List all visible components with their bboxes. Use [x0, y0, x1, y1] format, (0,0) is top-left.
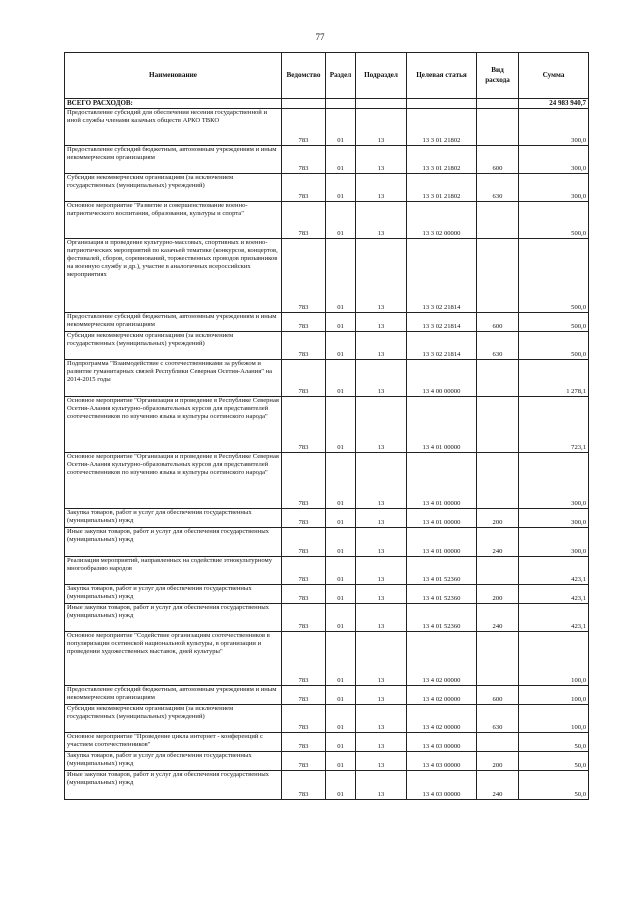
- row-subsection: 13: [356, 557, 407, 585]
- table-row: [65, 239, 589, 313]
- row-name: Подпрограмма "Взаимодействие с соотечественниками за рубежом и развитие гуманитарных связей Республики Северная Осетия-Алания" на 2014-2015 годы: [65, 360, 282, 397]
- row-dept: 783: [282, 733, 326, 752]
- row-target: 13 4 01 00000: [407, 397, 477, 453]
- row-section: 01: [326, 752, 356, 771]
- total-cell: [407, 99, 477, 109]
- table-row: [65, 332, 589, 360]
- row-section: 01: [326, 397, 356, 453]
- total-cell: [477, 99, 519, 109]
- row-sum: 300,0: [519, 453, 589, 509]
- row-kind: 600: [477, 146, 519, 174]
- row-sum: 723,1: [519, 397, 589, 453]
- row-subsection: 13: [356, 239, 407, 313]
- table-row: [65, 453, 589, 509]
- row-target: 13 4 02 00000: [407, 632, 477, 686]
- row-subsection: 13: [356, 585, 407, 604]
- row-section: 01: [326, 109, 356, 146]
- row-sum: 100,0: [519, 686, 589, 705]
- table-row: [65, 360, 589, 397]
- row-target: 13 4 01 52360: [407, 585, 477, 604]
- row-dept: 783: [282, 752, 326, 771]
- row-sum: 500,0: [519, 332, 589, 360]
- row-dept: 783: [282, 604, 326, 632]
- row-sum: 500,0: [519, 202, 589, 239]
- row-target: 13 4 01 52360: [407, 557, 477, 585]
- row-kind: 240: [477, 771, 519, 800]
- row-kind: 630: [477, 705, 519, 733]
- row-sum: 300,0: [519, 509, 589, 528]
- row-target: 13 4 03 00000: [407, 733, 477, 752]
- row-section: 01: [326, 733, 356, 752]
- row-section: 01: [326, 604, 356, 632]
- header-target: Целевая статья: [407, 53, 477, 99]
- row-dept: 783: [282, 313, 326, 332]
- row-section: 01: [326, 585, 356, 604]
- header-section: Раздел: [326, 53, 356, 99]
- row-subsection: 13: [356, 771, 407, 800]
- row-name: Закупка товаров, работ и услуг для обеспечения государственных (муниципальных) нужд: [65, 585, 282, 604]
- row-target: 13 4 02 00000: [407, 686, 477, 705]
- header-dept: Ведомство: [282, 53, 326, 99]
- row-target: 13 3 02 21814: [407, 332, 477, 360]
- row-name: Субсидии некоммерческим организациям (за исключением государственных (муниципальных) учреждений): [65, 174, 282, 202]
- row-target: 13 3 01 21802: [407, 146, 477, 174]
- row-section: 01: [326, 509, 356, 528]
- row-kind: 600: [477, 313, 519, 332]
- row-subsection: 13: [356, 174, 407, 202]
- row-sum: 300,0: [519, 109, 589, 146]
- row-target: 13 3 01 21802: [407, 174, 477, 202]
- table-row: [65, 397, 589, 453]
- row-name: Реализация мероприятий, направленных на содействие этнокультурному многообразию народов: [65, 557, 282, 585]
- row-dept: 783: [282, 109, 326, 146]
- table-row: [65, 604, 589, 632]
- row-name: Иные закупки товаров, работ и услуг для обеспечения государственных (муниципальных) нужд: [65, 771, 282, 800]
- row-dept: 783: [282, 174, 326, 202]
- row-kind: [477, 557, 519, 585]
- row-subsection: 13: [356, 632, 407, 686]
- header-sum: Сумма: [519, 53, 589, 99]
- row-kind: 200: [477, 509, 519, 528]
- total-cell: [282, 99, 326, 109]
- row-name: Предоставление субсидий для обеспечения несения государственной и иной службы членами казачьих обществ АРКО ТВКО: [65, 109, 282, 146]
- row-name: Субсидии некоммерческим организациям (за исключением государственных (муниципальных) учреждений): [65, 705, 282, 733]
- row-name: Закупка товаров, работ и услуг для обеспечения государственных (муниципальных) нужд: [65, 752, 282, 771]
- row-section: 01: [326, 202, 356, 239]
- row-sum: 500,0: [519, 239, 589, 313]
- row-target: 13 4 01 00000: [407, 453, 477, 509]
- row-kind: [477, 397, 519, 453]
- row-dept: 783: [282, 397, 326, 453]
- row-subsection: 13: [356, 733, 407, 752]
- header-subsection: Подраздел: [356, 53, 407, 99]
- row-section: 01: [326, 146, 356, 174]
- row-kind: 630: [477, 174, 519, 202]
- row-dept: 783: [282, 686, 326, 705]
- row-section: 01: [326, 705, 356, 733]
- table-row: [65, 146, 589, 174]
- row-section: 01: [326, 313, 356, 332]
- table-header-row: [65, 53, 589, 99]
- total-label: ВСЕГО РАСХОДОВ:: [65, 99, 282, 109]
- row-kind: [477, 632, 519, 686]
- row-section: 01: [326, 360, 356, 397]
- row-dept: 783: [282, 557, 326, 585]
- row-dept: 783: [282, 202, 326, 239]
- row-name: Основное мероприятие "Проведение цикла интернет - конференций с участием соотечественников": [65, 733, 282, 752]
- budget-table: [64, 52, 589, 800]
- row-subsection: 13: [356, 109, 407, 146]
- row-target: 13 3 02 00000: [407, 202, 477, 239]
- row-dept: 783: [282, 528, 326, 557]
- row-kind: [477, 733, 519, 752]
- row-sum: 50,0: [519, 733, 589, 752]
- row-name: Основное мероприятие "Содействие организациям соотечественников в популяризации осетинской национальной культуры, в организации и проведении художественных выставок, дней культуры": [65, 632, 282, 686]
- row-subsection: 13: [356, 360, 407, 397]
- row-sum: 300,0: [519, 528, 589, 557]
- row-sum: 500,0: [519, 313, 589, 332]
- row-section: 01: [326, 557, 356, 585]
- row-name: Закупка товаров, работ и услуг для обеспечения государственных (муниципальных) нужд: [65, 509, 282, 528]
- table-row: [65, 174, 589, 202]
- row-kind: [477, 360, 519, 397]
- row-kind: [477, 202, 519, 239]
- row-sum: 50,0: [519, 752, 589, 771]
- row-subsection: 13: [356, 686, 407, 705]
- row-target: 13 4 03 00000: [407, 752, 477, 771]
- row-target: 13 4 01 00000: [407, 509, 477, 528]
- row-target: 13 3 01 21802: [407, 109, 477, 146]
- row-target: 13 4 02 00000: [407, 705, 477, 733]
- table-row: [65, 313, 589, 332]
- row-section: 01: [326, 686, 356, 705]
- row-name: Основное мероприятие "Организация и проведение в Республике Северная Осетия-Алания культурно-образовательных курсов для представителей соотечественников по изучению языка и культуры осетинского народа": [65, 397, 282, 453]
- row-dept: 783: [282, 509, 326, 528]
- page-number: 77: [315, 32, 325, 42]
- row-name: Организация и проведение культурно-массовых, спортивных и военно-патриотических мероприятий по казачьей тематике (конкурсов, концертов, фестивалей, сборов, соревнований, торжественных проводов призывников на военную службу и др.), участие в аналогичных всероссийских мероприятиях: [65, 239, 282, 313]
- row-sum: 1 278,1: [519, 360, 589, 397]
- table-row: [65, 752, 589, 771]
- row-name: Предоставление субсидий бюджетным, автономным учреждениям и иным некоммерческим организациям: [65, 313, 282, 332]
- table-row: [65, 632, 589, 686]
- row-kind: [477, 239, 519, 313]
- row-name: Иные закупки товаров, работ и услуг для обеспечения государственных (муниципальных) нужд: [65, 604, 282, 632]
- row-sum: 100,0: [519, 705, 589, 733]
- row-subsection: 13: [356, 509, 407, 528]
- row-subsection: 13: [356, 604, 407, 632]
- row-name: Субсидии некоммерческим организациям (за исключением государственных (муниципальных) учреждений): [65, 332, 282, 360]
- row-section: 01: [326, 332, 356, 360]
- row-kind: 240: [477, 604, 519, 632]
- row-subsection: 13: [356, 752, 407, 771]
- row-section: 01: [326, 239, 356, 313]
- row-sum: 300,0: [519, 146, 589, 174]
- row-section: 01: [326, 174, 356, 202]
- row-section: 01: [326, 632, 356, 686]
- row-dept: 783: [282, 453, 326, 509]
- row-subsection: 13: [356, 705, 407, 733]
- row-target: 13 3 02 21814: [407, 313, 477, 332]
- row-kind: 200: [477, 752, 519, 771]
- row-kind: 630: [477, 332, 519, 360]
- row-name: Предоставление субсидий бюджетным, автономным учреждениям и иным некоммерческим организациям: [65, 146, 282, 174]
- row-target: 13 4 00 00000: [407, 360, 477, 397]
- table-row: [65, 705, 589, 733]
- row-subsection: 13: [356, 146, 407, 174]
- row-dept: 783: [282, 632, 326, 686]
- table-row: [65, 686, 589, 705]
- row-sum: 300,0: [519, 174, 589, 202]
- row-target: 13 3 02 21814: [407, 239, 477, 313]
- row-dept: 783: [282, 705, 326, 733]
- row-sum: 423,1: [519, 604, 589, 632]
- table-row: [65, 528, 589, 557]
- row-subsection: 13: [356, 313, 407, 332]
- row-section: 01: [326, 453, 356, 509]
- row-subsection: 13: [356, 528, 407, 557]
- total-cell: [356, 99, 407, 109]
- table-row: [65, 557, 589, 585]
- row-subsection: 13: [356, 453, 407, 509]
- header-name: Наименование: [65, 53, 282, 99]
- row-subsection: 13: [356, 397, 407, 453]
- header-kind: Вид расхода: [477, 53, 519, 99]
- row-sum: 423,1: [519, 557, 589, 585]
- row-kind: [477, 109, 519, 146]
- row-section: 01: [326, 528, 356, 557]
- row-name: Основное мероприятие "Организация и проведение в Республике Северная Осетия-Алания культурно-образовательных курсов для представителей соотечественников по изучению языка и культуры осетинского народа": [65, 453, 282, 509]
- table-row: [65, 202, 589, 239]
- row-name: Основное мероприятие "Развитие и совершенствование военно-патриотического воспитания, образования, культуры и спорта": [65, 202, 282, 239]
- row-target: 13 4 03 00000: [407, 771, 477, 800]
- total-sum: 24 983 940,7: [519, 99, 589, 109]
- row-sum: 423,1: [519, 585, 589, 604]
- row-kind: 600: [477, 686, 519, 705]
- table-row: [65, 509, 589, 528]
- row-dept: 783: [282, 239, 326, 313]
- row-name: Предоставление субсидий бюджетным, автономным учреждениям и иным некоммерческим организациям: [65, 686, 282, 705]
- row-kind: 200: [477, 585, 519, 604]
- row-dept: 783: [282, 332, 326, 360]
- row-sum: 50,0: [519, 771, 589, 800]
- row-dept: 783: [282, 585, 326, 604]
- row-dept: 783: [282, 771, 326, 800]
- row-name: Иные закупки товаров, работ и услуг для обеспечения государственных (муниципальных) нужд: [65, 528, 282, 557]
- row-target: 13 4 01 52360: [407, 604, 477, 632]
- total-cell: [326, 99, 356, 109]
- total-row: [65, 99, 589, 109]
- row-target: 13 4 01 00000: [407, 528, 477, 557]
- row-dept: 783: [282, 360, 326, 397]
- row-section: 01: [326, 771, 356, 800]
- row-subsection: 13: [356, 202, 407, 239]
- table-row: [65, 771, 589, 800]
- row-sum: 100,0: [519, 632, 589, 686]
- row-kind: 240: [477, 528, 519, 557]
- table-row: [65, 733, 589, 752]
- row-kind: [477, 453, 519, 509]
- row-subsection: 13: [356, 332, 407, 360]
- table-row: [65, 109, 589, 146]
- row-dept: 783: [282, 146, 326, 174]
- table-row: [65, 585, 589, 604]
